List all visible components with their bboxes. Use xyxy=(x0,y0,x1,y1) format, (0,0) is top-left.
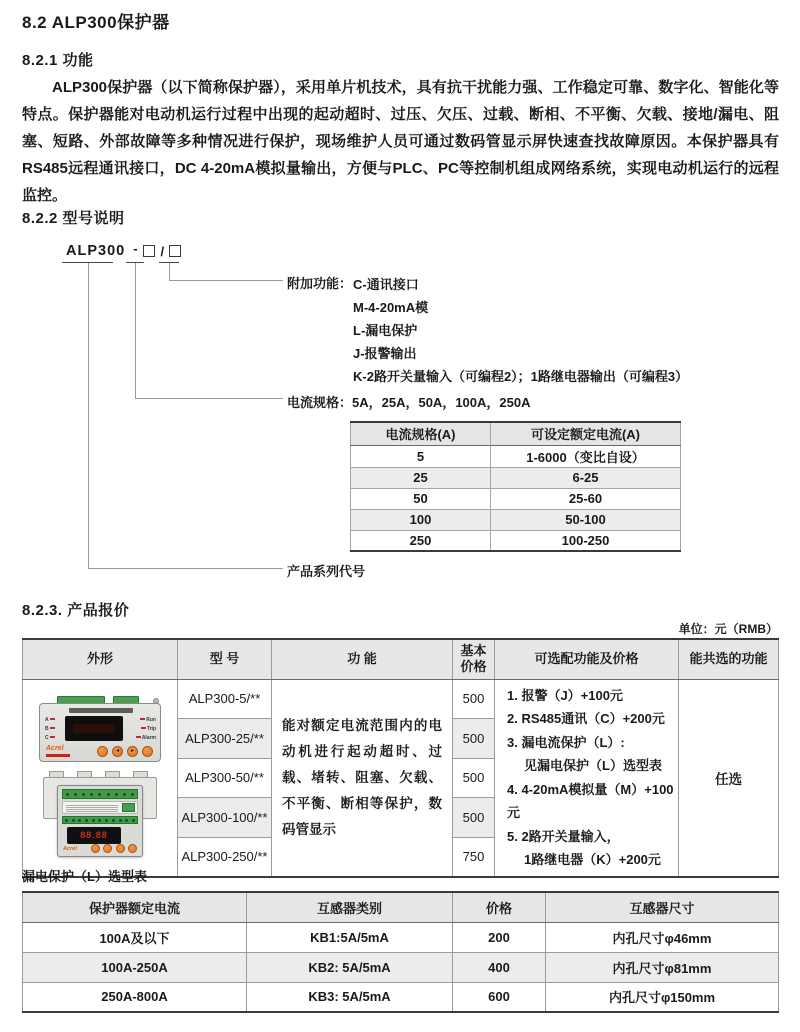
leakage-header-row xyxy=(23,892,779,922)
spec-cell: 250 xyxy=(351,530,491,551)
price-cell: 500 xyxy=(453,758,495,798)
additional-item: M-4-20mA模 xyxy=(353,300,429,315)
connector-product-series xyxy=(88,263,283,569)
model-cell: ALP300-25/** xyxy=(178,719,272,759)
spec-cell: 50-100 xyxy=(491,509,681,530)
cell-price: 200 xyxy=(453,922,546,952)
device-title-bar xyxy=(69,708,133,713)
cell-rated-current: 250A-800A xyxy=(23,982,247,1012)
spec-cell: 5 xyxy=(351,445,491,467)
function-cell: 能对额定电流范围内的电动机进行起动超时、过载、堵转、阻塞、欠载、不平衡、断相等保护，数码管显示 xyxy=(272,679,453,877)
price-cell: 500 xyxy=(453,719,495,759)
phase-led-labels: A B C xyxy=(45,716,56,743)
status-led-labels: Run Trip Alarm xyxy=(135,716,156,743)
model-cell: ALP300-100/** xyxy=(178,798,272,838)
model-name: ALP300 xyxy=(66,243,126,259)
cell-ct-type: KB3: 5A/5mA xyxy=(247,982,453,1012)
additional-item: C-通讯接口 xyxy=(353,277,419,292)
price-cell: 500 xyxy=(453,679,495,719)
segment-display xyxy=(65,716,123,741)
header-base-price: 基本价格 xyxy=(453,639,495,679)
header-model: 型 号 xyxy=(178,639,272,679)
additional-function-items xyxy=(353,273,688,388)
header-rated-current: 保护器额定电流 xyxy=(23,892,247,922)
left-arrow-button-icon: ◂ xyxy=(112,746,123,757)
cell-price: 600 xyxy=(453,982,546,1012)
device-body xyxy=(39,703,161,762)
header-ct-type: 互感器类别 xyxy=(247,892,453,922)
optional-line: 1路继电器（K）+200元 xyxy=(524,852,661,867)
table-row xyxy=(23,982,779,1012)
spec-cell: 1-6000（变比自设） xyxy=(491,445,681,467)
model-dash: - xyxy=(133,240,138,256)
button-icon xyxy=(103,844,112,853)
header-ct-size: 互感器尺寸 xyxy=(546,892,779,922)
spec-cell: 50 xyxy=(351,488,491,509)
device-front xyxy=(57,785,143,857)
model-cell: ALP300-50/** xyxy=(178,758,272,798)
green-sticker xyxy=(122,803,135,812)
model-placeholder-box-1 xyxy=(143,245,155,257)
button-icon xyxy=(116,844,125,853)
cell-ct-size: 内孔尺寸φ150mm xyxy=(546,982,779,1012)
device-label xyxy=(62,801,138,814)
device-buttons xyxy=(97,746,153,757)
button-icon xyxy=(128,844,137,853)
cell-ct-size: 内孔尺寸φ46mm xyxy=(546,922,779,952)
brand-logo-bar xyxy=(46,754,70,758)
model-code-row xyxy=(66,242,181,260)
model-placeholder-box-2 xyxy=(169,245,181,257)
spec-header-current: 电流规格(A) xyxy=(351,422,491,445)
label-text-lines xyxy=(66,804,118,812)
header-price: 价格 xyxy=(453,892,546,922)
model-slash: / xyxy=(160,243,165,259)
table-row xyxy=(23,952,779,982)
section-title: 8.2 ALP300保护器 xyxy=(22,13,170,32)
cell-rated-current: 100A-250A xyxy=(23,952,247,982)
terminal-strip xyxy=(62,816,138,824)
device-buttons xyxy=(91,844,138,853)
unit-note: 单位：元（RMB） xyxy=(678,622,778,636)
product-photos xyxy=(26,692,174,863)
cell-ct-size: 内孔尺寸φ81mm xyxy=(546,952,779,982)
spec-cell: 6-25 xyxy=(491,467,681,488)
optional-functions-cell xyxy=(495,679,679,877)
optional-line: 见漏电保护（L）选型表 xyxy=(524,758,662,773)
product-photos-cell xyxy=(23,679,178,877)
right-arrow-button-icon: ▸ xyxy=(127,746,138,757)
header-common: 能共选的功能 xyxy=(679,639,779,679)
price-table-header-row xyxy=(23,639,779,679)
enter-button-icon xyxy=(142,746,153,757)
panel-mount-device-photo xyxy=(39,696,161,762)
spec-cell: 100-250 xyxy=(491,530,681,551)
additional-item: L-漏电保护 xyxy=(353,323,418,338)
leakage-selection-table xyxy=(22,891,779,1013)
spec-cell: 25-60 xyxy=(491,488,681,509)
spec-header-settable: 可设定额定电流(A) xyxy=(491,422,681,445)
terminal-strip xyxy=(62,789,138,799)
optional-line: 4. 4-20mA模拟量（M）+100元 xyxy=(507,781,674,820)
price-cell: 750 xyxy=(453,837,495,877)
model-cell: ALP300-5/** xyxy=(178,679,272,719)
common-selectable-cell: 任选 xyxy=(679,679,779,877)
additional-item: J-报警输出 xyxy=(353,346,417,361)
subsection-function-title: 8.2.1 功能 xyxy=(22,52,94,69)
optional-line: 3. 漏电流保护（L）: xyxy=(507,734,625,750)
din-rail-device-photo xyxy=(39,771,161,859)
table-row xyxy=(23,922,779,952)
current-spec-table xyxy=(350,421,681,552)
cell-ct-type: KB1:5A/5mA xyxy=(247,922,453,952)
display-digits xyxy=(73,724,115,733)
function-paragraph: ALP300保护器（以下简称保护器），采用单片机技术，具有抗干扰能力强、工作稳定可靠、数字化、智能化等特点。保护器能对电动机运行过程中出现的起动超时、过压、欠压、过载、断相、不平衡、欠载、接地/漏电、阻塞、短路、外部故障等多种情况进行保护，现场维护人员可通过数码管显示屏快速查找故障原因。本保护器具有RS485远程通讯接口，DC 4-20mA模拟量输出，方便与PLC、PC等控制机组成网络系统，实现电动机运行的远程监控。 xyxy=(22,79,779,204)
additional-function-label: 附加功能： xyxy=(287,276,353,291)
model-cell: ALP300-250/** xyxy=(178,837,272,877)
esc-button-icon xyxy=(97,746,108,757)
button-icon xyxy=(91,844,100,853)
brand-logo: Acrel xyxy=(63,846,77,852)
optional-line: 2. RS485通讯（C）+200元 xyxy=(507,711,665,726)
product-series-label: 产品系列代号 xyxy=(287,564,366,579)
subsection-model-title: 8.2.2 型号说明 xyxy=(22,210,125,227)
current-spec-label: 电流规格：5A，25A，50A，100A，250A xyxy=(287,395,531,410)
brand-logo: Acrel xyxy=(46,745,64,752)
cell-price: 400 xyxy=(453,952,546,982)
header-shape: 外形 xyxy=(23,639,178,679)
header-function: 功 能 xyxy=(272,639,453,679)
segment-display: 88.88 xyxy=(67,827,121,844)
spec-cell: 100 xyxy=(351,509,491,530)
cell-rated-current: 100A及以下 xyxy=(23,922,247,952)
leakage-table-title: 漏电保护（L）选型表 xyxy=(22,869,147,884)
optional-line: 1. 报警（J）+100元 xyxy=(507,687,623,703)
additional-item: K-2路开关量输入（可编程2）；1路继电器输出（可编程3） xyxy=(353,369,689,384)
spec-cell: 25 xyxy=(351,467,491,488)
optional-line: 5. 2路开关量输入， xyxy=(507,828,620,844)
product-price-table xyxy=(22,638,779,878)
table-row xyxy=(23,679,779,719)
subsection-quote-title: 8.2.3. 产品报价 xyxy=(22,602,130,619)
header-optional: 可选配功能及价格 xyxy=(495,639,679,679)
cell-ct-type: KB2: 5A/5mA xyxy=(247,952,453,982)
price-cell: 500 xyxy=(453,798,495,838)
